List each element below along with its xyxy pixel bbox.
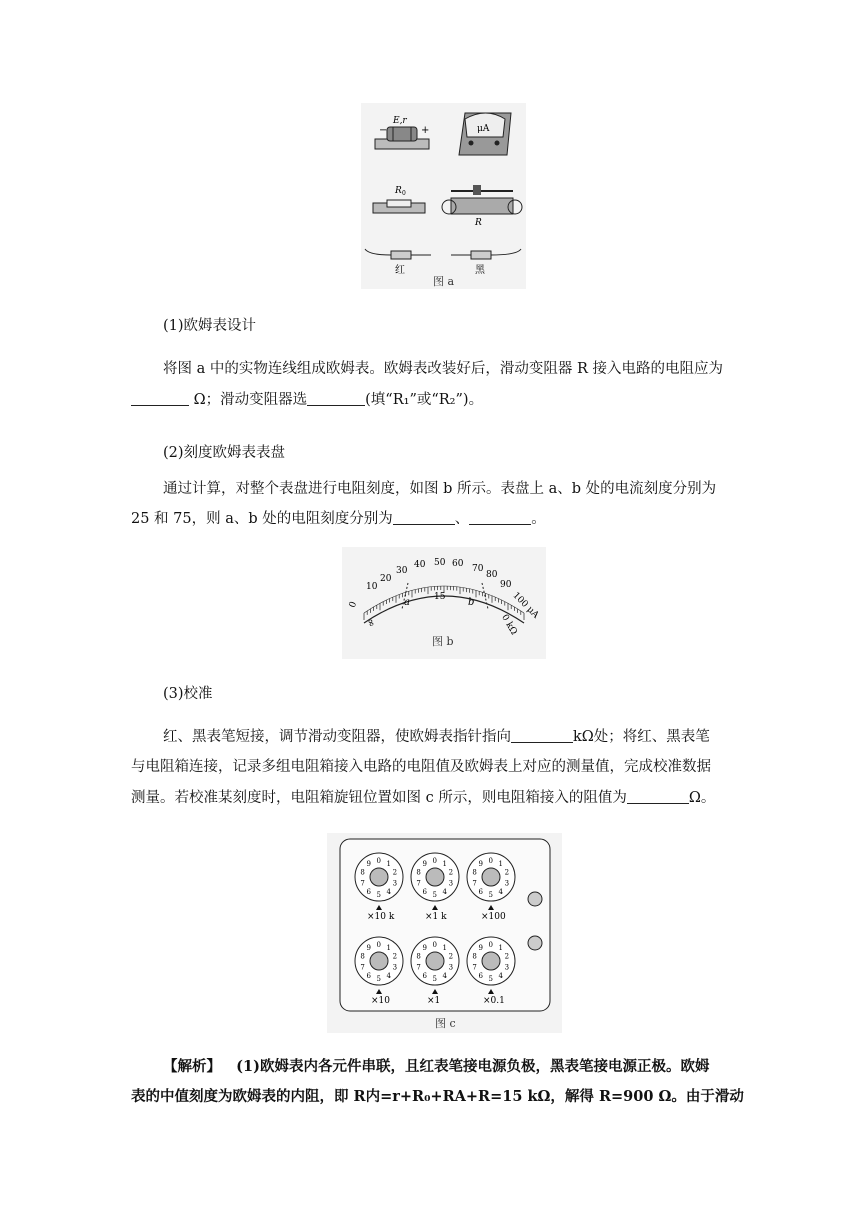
- dial-digit: 8: [416, 952, 421, 961]
- dial-digit: 3: [504, 963, 510, 972]
- figure-b: [342, 547, 546, 659]
- microammeter-icon: [459, 113, 511, 155]
- dial-digit: 5: [376, 891, 381, 899]
- dial-digit: 9: [478, 944, 483, 953]
- multiplier-label: ×0.1: [483, 996, 505, 1006]
- section3-line2: 与电阻箱连接，记录多组电阻箱接入电路的电阻值及欧姆表上对应的测量值，完成校准数据: [131, 759, 711, 775]
- label-b: b: [468, 597, 475, 608]
- figure-a: [361, 103, 526, 289]
- dial-digit: 6: [422, 971, 427, 980]
- dial-digit: 8: [472, 952, 477, 961]
- dial-digit: 2: [392, 952, 398, 961]
- dial-digit: 4: [386, 971, 391, 980]
- separator: 、: [454, 511, 470, 527]
- analysis-line2: 表的中值刻度为欧姆表的内阻，即 R内=r+R₀+RA+R=15 kΩ，解得 R=900 Ω。由于滑动: [131, 1088, 744, 1105]
- section3-heading: (3)校准: [163, 686, 213, 702]
- dial-digit: 7: [360, 879, 365, 888]
- dial-digit: 7: [472, 879, 477, 888]
- section2-line1: 通过计算，对整个表盘进行电阻刻度，如图 b 所示。表盘上 a、b 处的电流刻度分别为: [163, 481, 717, 497]
- battery-icon: [375, 116, 429, 149]
- dial-digit: 5: [432, 975, 437, 983]
- section1-line1: 将图 a 中的实物连线组成欧姆表。欧姆表改装好后，滑动变阻器 R 接入电路的电阻应为: [163, 361, 723, 377]
- resistance-box-figure: [327, 833, 562, 1033]
- mid-label: 15: [434, 592, 446, 602]
- tick-label: 70: [472, 564, 484, 574]
- dial-digit: 5: [432, 891, 437, 899]
- zero-kohm-label: 0 kΩ: [499, 613, 519, 637]
- dial-digit: 4: [498, 971, 503, 980]
- tick-label: 50: [434, 558, 446, 568]
- section2-line2: [131, 508, 546, 530]
- multiplier-label: ×100: [481, 912, 506, 922]
- period: 。: [531, 511, 546, 527]
- dial-digit: 4: [442, 887, 447, 896]
- section2-line2-a: 25 和 75，则 a、b 处的电阻刻度分别为: [131, 511, 393, 527]
- dial-digit: 0: [376, 941, 381, 949]
- svg-text:R: R: [475, 218, 482, 228]
- dial-digit: 1: [498, 860, 503, 869]
- dial-digit: 4: [442, 971, 447, 980]
- dial-digit: 2: [448, 868, 454, 877]
- dial-digit: 0: [432, 941, 437, 949]
- infinity-label: ∞: [363, 617, 378, 629]
- svg-text:R: R: [395, 186, 402, 196]
- dial-digit: 1: [498, 944, 503, 953]
- dial-digit: 6: [478, 887, 483, 896]
- multiplier-label: ×1: [427, 996, 441, 1006]
- dial-digit: 0: [376, 857, 381, 865]
- figure-b-caption: 图 b: [432, 635, 454, 648]
- terminal-icon: [528, 892, 542, 906]
- ohmmeter-dial-figure: [342, 547, 546, 659]
- analysis-line1: [163, 1056, 709, 1078]
- answer-blank[interactable]: [627, 789, 689, 804]
- tick-label: 0: [347, 600, 360, 610]
- tick-label: 80: [486, 570, 498, 580]
- svg-text:−: −: [379, 125, 388, 136]
- svg-text:0: 0: [402, 190, 406, 197]
- dial-digit: 2: [504, 952, 510, 961]
- dial-digit: 1: [442, 944, 447, 953]
- answer-blank[interactable]: [511, 728, 573, 743]
- analysis-tag: 【解析】: [163, 1058, 221, 1075]
- section1-line2: [131, 389, 483, 411]
- section3-line1-a: 红、黑表笔短接，调节滑动变阻器，使欧姆表指针指向: [163, 729, 511, 745]
- terminal-icon: [528, 936, 542, 950]
- dial-digit: 9: [366, 860, 371, 869]
- section3-line3: [131, 787, 715, 809]
- section3-line1-b: kΩ处；将红、黑表笔: [573, 729, 710, 745]
- svg-text:红: 红: [395, 265, 405, 276]
- dial-digit: 8: [472, 868, 477, 877]
- dial-digit: 7: [416, 963, 421, 972]
- figure-c: [327, 833, 562, 1033]
- section3-line3-b: Ω。: [688, 790, 716, 806]
- section3-line1: [163, 726, 710, 748]
- dial-digit: 3: [448, 963, 454, 972]
- dial-digit: 0: [432, 857, 437, 865]
- dial-digit: 0: [488, 941, 493, 949]
- dial-digit: 6: [366, 887, 371, 896]
- answer-blank[interactable]: [131, 391, 189, 406]
- section1-line2-a: Ω；滑动变阻器选: [193, 392, 308, 408]
- dial-digit: 3: [392, 963, 398, 972]
- multiplier-label: ×10: [371, 996, 390, 1006]
- dial-digit: 0: [488, 857, 493, 865]
- test-leads-icon: [365, 249, 521, 276]
- tick-label: 100 μA: [510, 590, 541, 621]
- section1-line2-b: (填“R₁”或“R₂”)。: [365, 392, 484, 408]
- dial-digit: 8: [416, 868, 421, 877]
- svg-text:μA: μA: [477, 124, 490, 134]
- answer-blank[interactable]: [307, 391, 365, 406]
- dial-digit: 3: [504, 879, 510, 888]
- dial-digit: 9: [422, 860, 427, 869]
- dial-digit: 5: [376, 975, 381, 983]
- dial-digit: 8: [360, 952, 365, 961]
- dial-digit: 2: [504, 868, 510, 877]
- tick-label: 20: [380, 574, 392, 584]
- dial-digit: 2: [448, 952, 454, 961]
- dial-digit: 7: [360, 963, 365, 972]
- tick-label: 40: [414, 560, 426, 570]
- dial-digit: 7: [472, 963, 477, 972]
- dial-digit: 2: [392, 868, 398, 877]
- dial-digit: 4: [498, 887, 503, 896]
- dial-digit: 6: [478, 971, 483, 980]
- dial-digit: 1: [442, 860, 447, 869]
- analysis-text-1: (1)欧姆表内各元件串联，且红表笔接电源负极，黑表笔接电源正极。欧姆: [236, 1058, 710, 1075]
- answer-blank[interactable]: [469, 510, 531, 525]
- resistor-r0-icon: [373, 186, 425, 213]
- dial-digit: 3: [448, 879, 454, 888]
- dial-digit: 3: [392, 879, 398, 888]
- tick-label: 10: [366, 582, 378, 592]
- dial-digit: 1: [386, 944, 391, 953]
- tick-label: 60: [452, 559, 464, 569]
- section1-heading: (1)欧姆表设计: [163, 318, 257, 334]
- svg-text:黑: 黑: [475, 265, 485, 276]
- section3-line3-a: 测量。若校准某刻度时，电阻箱旋钮位置如图 c 所示，则电阻箱接入的阻值为: [131, 790, 627, 806]
- label-a: a: [404, 597, 410, 608]
- dial-digit: 4: [386, 887, 391, 896]
- figure-c-caption: 图 c: [435, 1017, 456, 1030]
- rheostat-icon: [442, 185, 522, 228]
- svg-text:E,r: E,r: [393, 116, 407, 126]
- dial-digit: 9: [422, 944, 427, 953]
- circuit-components-figure: [361, 103, 526, 289]
- dial-digit: 9: [478, 860, 483, 869]
- dial-digit: 5: [488, 975, 493, 983]
- dial-digit: 9: [366, 944, 371, 953]
- tick-label: 30: [396, 566, 408, 576]
- dial-digit: 6: [422, 887, 427, 896]
- multiplier-label: ×1 k: [425, 912, 447, 922]
- answer-blank[interactable]: [393, 510, 455, 525]
- dial-digit: 7: [416, 879, 421, 888]
- svg-text:+: +: [421, 125, 430, 136]
- dial-digit: 5: [488, 891, 493, 899]
- dial-digit: 1: [386, 860, 391, 869]
- dial-digit: 8: [360, 868, 365, 877]
- dial-digit: 6: [366, 971, 371, 980]
- multiplier-label: ×10 k: [367, 912, 395, 922]
- section2-heading: (2)刻度欧姆表表盘: [163, 445, 286, 461]
- tick-label: 90: [500, 580, 512, 590]
- svg-text:图 a: 图 a: [433, 275, 455, 288]
